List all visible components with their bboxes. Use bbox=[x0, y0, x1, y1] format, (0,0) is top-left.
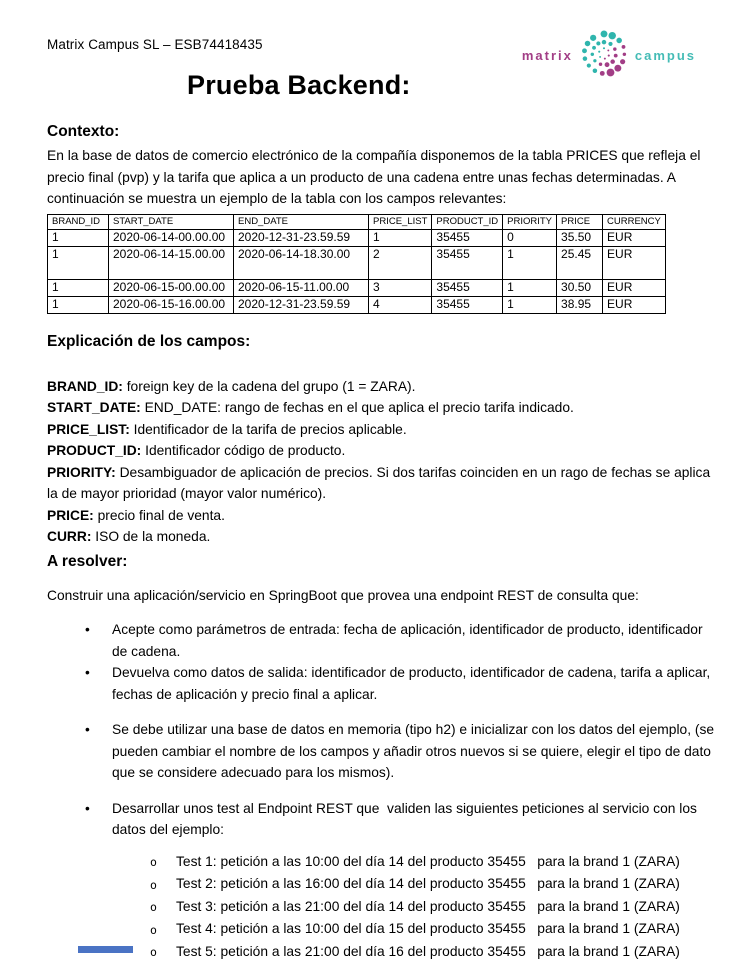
table-cell: 35455 bbox=[432, 296, 503, 313]
bullet-item bbox=[47, 662, 714, 705]
circle-bullet-icon: o bbox=[150, 851, 176, 874]
table-cell: 1 bbox=[48, 296, 109, 313]
field-definition bbox=[47, 376, 714, 398]
logo-dots-icon bbox=[578, 26, 630, 85]
field-label: BRAND_ID: bbox=[47, 379, 123, 394]
bullet-line: de cadena. bbox=[112, 641, 703, 663]
table-cell: 2020-06-15-00.00.00 bbox=[109, 279, 234, 296]
table-header-cell: CURRENCY bbox=[603, 214, 666, 229]
test-text: Test 3: petición a las 21:00 del día 14 del producto 35455 para la brand 1 (ZARA) bbox=[176, 896, 680, 918]
table-cell: 25.45 bbox=[557, 246, 603, 279]
table-cell: 2020-06-15-16.00.00 bbox=[109, 296, 234, 313]
field-label: PRICE_LIST: bbox=[47, 422, 130, 437]
test-item bbox=[47, 851, 714, 874]
table-header-cell: START_DATE bbox=[109, 214, 234, 229]
table-row bbox=[48, 229, 666, 246]
table-cell: 4 bbox=[369, 296, 432, 313]
table-header-cell: END_DATE bbox=[234, 214, 369, 229]
bullet-item bbox=[47, 798, 714, 841]
table-cell: 1 bbox=[48, 229, 109, 246]
table-cell: 35.50 bbox=[557, 229, 603, 246]
table-cell: 2020-06-15-11.00.00 bbox=[234, 279, 369, 296]
bullet-item bbox=[47, 619, 714, 662]
prices-table bbox=[47, 214, 666, 314]
test-item bbox=[47, 873, 714, 896]
circle-bullet-icon: o bbox=[150, 896, 176, 919]
paragraph-line: En la base de datos de comercio electrónico de la compañía disponemos de la tabla PRICES que refleja el bbox=[47, 145, 714, 167]
field-text: ISO de la moneda. bbox=[91, 529, 210, 544]
table-cell: 2020-12-31-23.59.59 bbox=[234, 296, 369, 313]
table-cell: 1 bbox=[503, 246, 557, 279]
document-title: Prueba Backend: bbox=[187, 70, 411, 101]
section-heading-contexto: Contexto: bbox=[47, 121, 714, 143]
table-row bbox=[48, 279, 666, 296]
table-cell: 0 bbox=[503, 229, 557, 246]
field-label: CURR: bbox=[47, 529, 91, 544]
bullet-line: fechas de aplicación y precio final a aplicar. bbox=[112, 684, 710, 706]
bullet-icon: • bbox=[85, 662, 112, 684]
bullet-line: Devuelva como datos de salida: identificador de producto, identificador de cadena, tarifa a aplicar, bbox=[112, 662, 710, 684]
table-header-row bbox=[48, 214, 666, 229]
section-heading-a-resolver: A resolver: bbox=[47, 551, 714, 573]
company-identifier: Matrix Campus SL – ESB74418435 bbox=[47, 37, 263, 52]
field-text: foreign key de la cadena del grupo (1 = ZARA). bbox=[123, 379, 416, 394]
table-cell: 2 bbox=[369, 246, 432, 279]
field-definition bbox=[47, 505, 714, 527]
table-cell: 1 bbox=[369, 229, 432, 246]
bullet-line: Se debe utilizar una base de datos en memoria (tipo h2) e inicializar con los datos del ejemplo, (se bbox=[112, 719, 714, 741]
bullet-line: que se considere adecuado para los mismos). bbox=[112, 762, 714, 784]
table-cell: EUR bbox=[603, 246, 666, 279]
table-cell: 2020-06-14-15.00.00 bbox=[109, 246, 234, 279]
circle-bullet-icon: o bbox=[150, 918, 176, 941]
bullet-line: pueden cambiar el nombre de los campos y añadir otros nuevos si se quiere, elegir el tipo de dato bbox=[112, 741, 714, 763]
bullet-line: Acepte como parámetros de entrada: fecha de aplicación, identificador de producto, identificador bbox=[112, 619, 703, 641]
table-cell: 38.95 bbox=[557, 296, 603, 313]
table-cell: 3 bbox=[369, 279, 432, 296]
field-text: Identificador de la tarifa de precios aplicable. bbox=[130, 422, 407, 437]
field-label: PRICE: bbox=[47, 508, 94, 523]
bullet-item bbox=[47, 719, 714, 784]
table-cell: EUR bbox=[603, 229, 666, 246]
bullet-icon: • bbox=[85, 619, 112, 641]
field-text: precio final de venta. bbox=[94, 508, 225, 523]
bullet-line: Desarrollar unos test al Endpoint REST que validen las siguientes peticiones al servicio con los bbox=[112, 798, 697, 820]
paragraph-line: continuación se muestra un ejemplo de la tabla con los campos relevantes: bbox=[47, 188, 714, 210]
logo-matrix-text: matrix bbox=[522, 48, 573, 63]
table-cell: 35455 bbox=[432, 279, 503, 296]
circle-bullet-icon: o bbox=[150, 941, 176, 963]
field-definition bbox=[47, 397, 714, 419]
footer-blue-bar bbox=[78, 946, 133, 953]
resolver-intro: Construir una aplicación/servicio en SpringBoot que provea una endpoint REST de consulta que: bbox=[47, 585, 714, 607]
bullet-icon: • bbox=[85, 719, 112, 741]
table-cell: 2020-06-14-18.30.00 bbox=[234, 246, 369, 279]
field-definition-continuation: la de mayor prioridad (mayor valor numérico). bbox=[47, 483, 714, 505]
circle-bullet-icon: o bbox=[150, 873, 176, 896]
field-label: START_DATE: bbox=[47, 400, 141, 415]
test-text: Test 5: petición a las 21:00 del día 16 del producto 35455 para la brand 1 (ZARA) bbox=[176, 941, 680, 963]
matrix-campus-logo bbox=[522, 26, 696, 85]
table-cell: 35455 bbox=[432, 229, 503, 246]
test-list bbox=[47, 851, 714, 963]
field-label: PRODUCT_ID: bbox=[47, 443, 141, 458]
paragraph-line: precio final (pvp) y la tarifa que aplica a un producto de una cadena entre unas fechas determinadas. A bbox=[47, 167, 714, 189]
table-row bbox=[48, 296, 666, 313]
field-text: Desambiguador de aplicación de precios. Si dos tarifas coinciden en un rago de fechas se aplica bbox=[116, 465, 710, 480]
field-definitions bbox=[47, 376, 714, 548]
table-cell: 1 bbox=[48, 246, 109, 279]
section-heading-explicacion: Explicación de los campos: bbox=[47, 331, 714, 353]
test-text: Test 2: petición a las 16:00 del día 14 del producto 35455 para la brand 1 (ZARA) bbox=[176, 873, 680, 895]
table-cell: 2020-06-14-00.00.00 bbox=[109, 229, 234, 246]
test-text: Test 4: petición a las 10:00 del día 15 del producto 35455 para la brand 1 (ZARA) bbox=[176, 918, 680, 940]
table-cell: 1 bbox=[48, 279, 109, 296]
table-cell: 30.50 bbox=[557, 279, 603, 296]
field-definition bbox=[47, 440, 714, 462]
field-text: Identificador código de producto. bbox=[141, 443, 345, 458]
table-cell: 1 bbox=[503, 279, 557, 296]
table-header-cell: PRICE_LIST bbox=[369, 214, 432, 229]
logo-campus-text: campus bbox=[635, 48, 696, 63]
contexto-paragraph bbox=[47, 145, 714, 210]
test-text: Test 1: petición a las 10:00 del día 14 del producto 35455 para la brand 1 (ZARA) bbox=[176, 851, 680, 873]
table-header-cell: PRODUCT_ID bbox=[432, 214, 503, 229]
bullet-line: datos del ejemplo: bbox=[112, 819, 697, 841]
field-text: END_DATE: rango de fechas en el que aplica el precio tarifa indicado. bbox=[141, 400, 574, 415]
field-definition bbox=[47, 462, 714, 484]
table-cell: 1 bbox=[503, 296, 557, 313]
table-cell: 2020-12-31-23.59.59 bbox=[234, 229, 369, 246]
table-header-cell: PRIORITY bbox=[503, 214, 557, 229]
table-cell: 35455 bbox=[432, 246, 503, 279]
test-item bbox=[47, 896, 714, 919]
table-row bbox=[48, 246, 666, 279]
bullet-icon: • bbox=[85, 798, 112, 820]
table-header-cell: BRAND_ID bbox=[48, 214, 109, 229]
field-definition bbox=[47, 526, 714, 548]
table-cell: EUR bbox=[603, 279, 666, 296]
table-cell: EUR bbox=[603, 296, 666, 313]
test-item bbox=[47, 941, 714, 963]
table-header-cell: PRICE bbox=[557, 214, 603, 229]
test-item bbox=[47, 918, 714, 941]
field-definition bbox=[47, 419, 714, 441]
field-label: PRIORITY: bbox=[47, 465, 116, 480]
